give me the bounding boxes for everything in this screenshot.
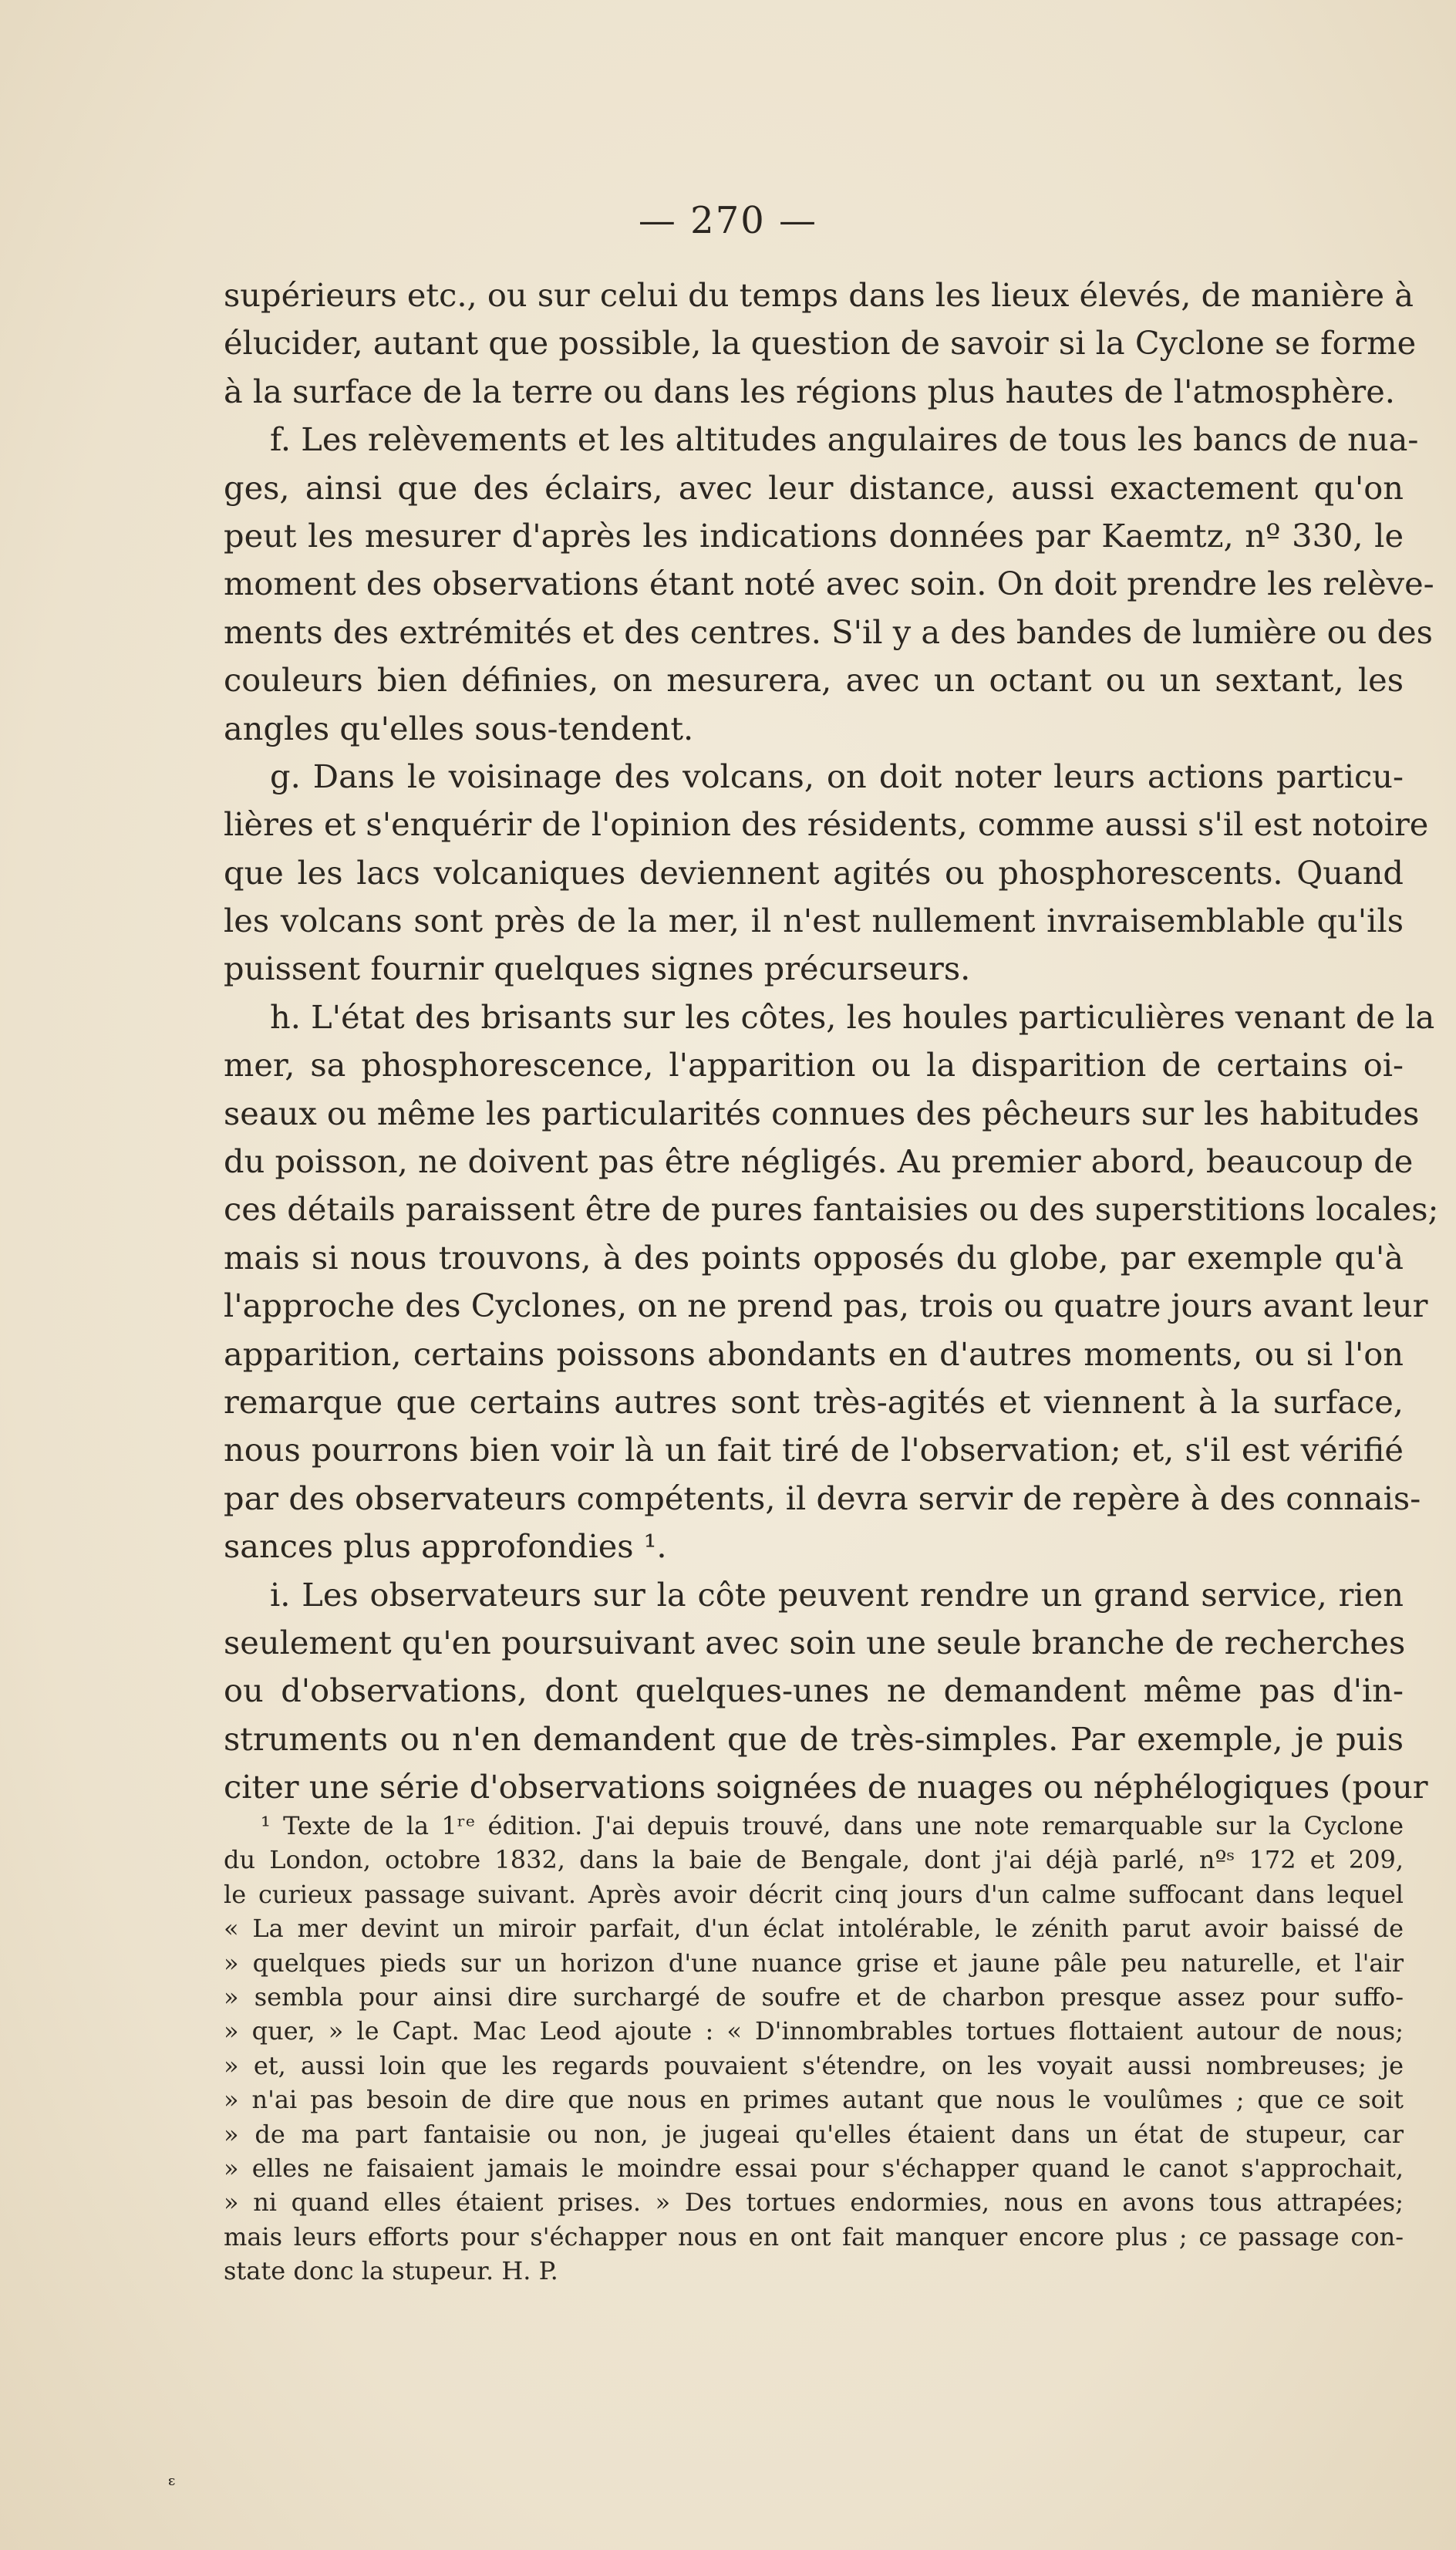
footnote-line: « La mer devint un miroir parfait, d'un éclat intolérable, le zénith parut avoir baissé de — [224, 1914, 1404, 1944]
footnote-line: » ni quand elles étaient prises. » Des tortues endormies, nous en avons tous attrapées; — [224, 2187, 1404, 2218]
footnote-line: » n'ai pas besoin de dire que nous en primes autant que nous le voulûmes ; que ce soit — [224, 2085, 1404, 2115]
body-line: du poisson, ne doivent pas être négligés. Au premier abord, beaucoup de — [224, 1142, 1414, 1181]
body-line: que les lacs volcaniques deviennent agités ou phosphorescents. Quand — [224, 853, 1404, 892]
body-line: couleurs bien définies, on mesurera, avec un octant ou un sextant, les — [224, 661, 1404, 700]
footnote-line: ¹ Texte de la 1ʳᵉ édition. J'ai depuis trouvé, dans une note remarquable sur la Cyclone — [261, 1811, 1404, 1840]
body-line: citer une série d'observations soignées de nuages ou néphélogiques (pour — [224, 1768, 1428, 1806]
body-line: l'approche des Cyclones, on ne prend pas, trois ou quatre jours avant leur — [224, 1287, 1428, 1325]
footnote-line: » elles ne faisaient jamais le moindre essai pour s'échapper quand le canot s'approchait, — [224, 2153, 1404, 2183]
body-line: struments ou n'en demandent que de très-simples. Par exemple, je puis — [224, 1719, 1404, 1758]
body-line: ments des extrémités et des centres. S'il y a des bandes de lumière ou des — [224, 612, 1433, 651]
body-line: sances plus approfondies ¹. — [224, 1527, 667, 1566]
paragraph-i-start: i. Les observateurs sur la côte peuvent rendre un grand service, rien — [270, 1575, 1404, 1614]
body-line: seulement qu'en poursuivant avec soin une seule branche de recherches — [224, 1623, 1406, 1661]
footnote-line: » quelques pieds sur un horizon d'une nuance grise et jaune pâle peu naturelle, et l'air — [224, 1948, 1404, 1978]
page-number: — 270 — — [638, 199, 818, 242]
body-line: les volcans sont près de la mer, il n'est nullement invraisemblable qu'ils — [224, 902, 1404, 940]
body-line: puissent fournir quelques signes précurseurs. — [224, 950, 971, 988]
footnote-line: » quer, » le Capt. Mac Leod ajoute : « D'innombrables tortues flottaient autour de nous; — [224, 2016, 1404, 2046]
footnote-line: » de ma part fantaisie ou non, je jugeai qu'elles étaient dans un état de stupeur, car — [224, 2119, 1404, 2149]
body-line: supérieurs etc., ou sur celui du temps dans les lieux élevés, de manière à — [224, 276, 1414, 314]
body-text — [224, 272, 1439, 1812]
footnote-line: » et, aussi loin que les regards pouvaient s'étendre, on les voyait aussi nombreuses; je — [224, 2050, 1404, 2080]
body-line: remarque que certains autres sont très-agités et viennent à la surface, — [224, 1382, 1404, 1421]
footnote-line: state donc la stupeur. H. P. — [224, 2256, 558, 2286]
paragraph-g-start: g. Dans le voisinage des volcans, on doit noter leurs actions particu- — [270, 757, 1404, 795]
footnote-line: mais leurs efforts pour s'échapper nous en ont fait manquer encore plus ; ce passage con- — [224, 2221, 1404, 2251]
body-line: par des observateurs compétents, il devra servir de repère à des connais- — [224, 1479, 1421, 1517]
body-line: angles qu'elles sous-tendent. — [224, 709, 694, 747]
footnote-line: du London, octobre 1832, dans la baie de Bengale, dont j'ai déjà parlé, nºˢ 172 et 209, — [224, 1845, 1404, 1875]
printer-mark: ᵋ — [168, 2472, 177, 2499]
body-line: lières et s'enquérir de l'opinion des résidents, comme aussi s'il est notoire — [224, 805, 1429, 844]
body-line: seaux ou même les particularités connues des pêcheurs sur les habitudes — [224, 1094, 1420, 1132]
paragraph-h-start: h. L'état des brisants sur les côtes, les houles particulières venant de la — [270, 997, 1435, 1036]
body-line: mais si nous trouvons, à des points opposés du globe, par exemple qu'à — [224, 1238, 1404, 1277]
footnote-line: » sembla pour ainsi dire surchargé de soufre et de charbon presque assez pour suffo- — [224, 1982, 1404, 2012]
body-line: mer, sa phosphorescence, l'apparition ou la disparition de certains oi- — [224, 1046, 1404, 1084]
body-line: ces détails paraissent être de pures fantaisies ou des superstitions locales; — [224, 1190, 1439, 1229]
body-line: moment des observations étant noté avec soin. On doit prendre les relève- — [224, 565, 1434, 603]
body-line: élucider, autant que possible, la question de savoir si la Cyclone se forme — [224, 324, 1417, 363]
paragraph-f-start: f. Les relèvements et les altitudes angulaires de tous les bancs de nua- — [270, 420, 1419, 459]
body-line: peut les mesurer d'après les indications données par Kaemtz, nº 330, le — [224, 516, 1404, 555]
body-line: apparition, certains poissons abondants en d'autres moments, ou si l'on — [224, 1334, 1404, 1373]
body-line: ou d'observations, dont quelques-unes ne demandent même pas d'in- — [224, 1671, 1404, 1710]
footnote-line: le curieux passage suivant. Après avoir décrit cinq jours d'un calme suffocant dans lequel — [224, 1879, 1404, 1909]
body-line: nous pourrons bien voir là un fait tiré de l'observation; et, s'il est vérifié — [224, 1431, 1404, 1469]
body-line: ges, ainsi que des éclairs, avec leur distance, aussi exactement qu'on — [224, 468, 1404, 507]
body-line: à la surface de la terre ou dans les régions plus hautes de l'atmosphère. — [224, 372, 1395, 410]
footnote — [224, 1809, 1404, 2288]
